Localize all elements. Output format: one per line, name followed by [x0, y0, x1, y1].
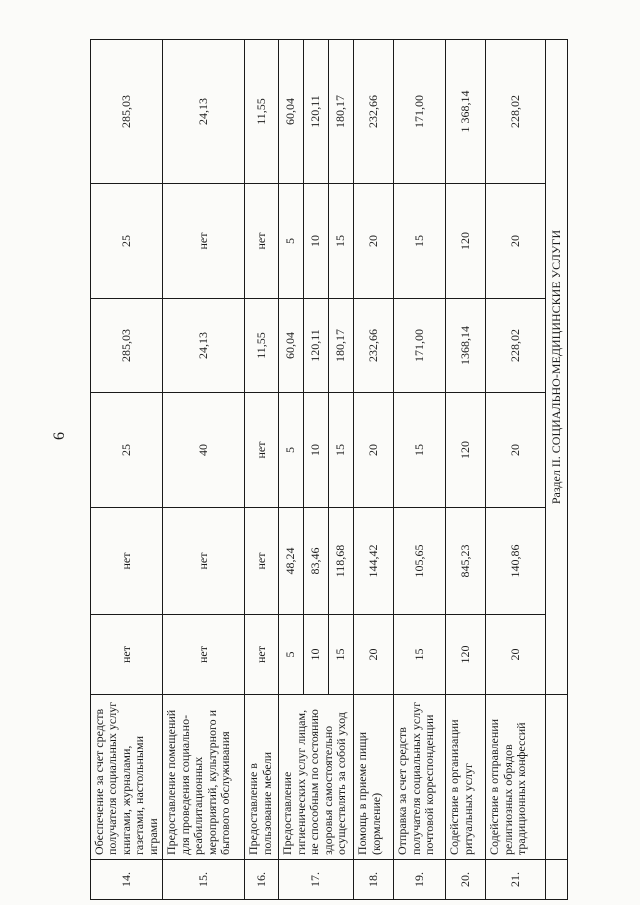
service-name: Обеспечение за счет средств получателя социальных услуг книгами, журналами, газетами, настольными играми [91, 695, 163, 860]
row-number: 16. [245, 860, 279, 900]
table-row [446, 40, 486, 900]
cell-c2: 140,86 [486, 508, 546, 615]
cell-c1: 5 [279, 615, 304, 695]
cell-c6: 120,11 [304, 40, 329, 184]
service-name: Помощь в приеме пищи (кормление) [354, 695, 394, 860]
cell-c4: 228,02 [486, 299, 546, 393]
cell-c2: нет [245, 508, 279, 615]
cell-c1: 120 [446, 615, 486, 695]
cell-c5: нет [163, 184, 245, 299]
cell-c4: 120,11 [304, 299, 329, 393]
service-name: Отправка за счет средств получателя социальных услуг почтовой корреспонденции [394, 695, 446, 860]
cell-c3: 20 [354, 393, 394, 508]
cell-c6: 171,00 [394, 40, 446, 184]
cell-c2: 105,65 [394, 508, 446, 615]
cell-c1: 20 [354, 615, 394, 695]
row-number: 19. [394, 860, 446, 900]
cell-c3: 25 [91, 393, 163, 508]
cell-c6: 24,13 [163, 40, 245, 184]
cell-c6: 285,03 [91, 40, 163, 184]
table-row [486, 40, 546, 900]
cell-c1: 20 [486, 615, 546, 695]
cell-c5: 25 [91, 184, 163, 299]
row-number: 17. [279, 860, 354, 900]
empty-cell [546, 860, 568, 900]
service-name: Содействие в организации ритуальных услуг [446, 695, 486, 860]
cell-c6: 180,17 [329, 40, 354, 184]
cell-c6: 60,04 [279, 40, 304, 184]
cell-c4: 285,03 [91, 299, 163, 393]
table-row [91, 40, 163, 900]
cell-c2: 118,68 [329, 508, 354, 615]
cell-c1: 10 [304, 615, 329, 695]
cell-c3: 15 [329, 393, 354, 508]
cell-c4: 232,66 [354, 299, 394, 393]
cell-c4: 180,17 [329, 299, 354, 393]
cell-c5: 15 [394, 184, 446, 299]
cell-c5: 20 [486, 184, 546, 299]
cell-c1: 15 [329, 615, 354, 695]
cell-c4: 24,13 [163, 299, 245, 393]
table-row [245, 40, 279, 900]
cell-c3: 20 [486, 393, 546, 508]
cell-c4: 1368,14 [446, 299, 486, 393]
cell-c5: 20 [354, 184, 394, 299]
section-row [546, 40, 568, 900]
cell-c6: 228,02 [486, 40, 546, 184]
service-name: Предоставление гигиенических услуг лицам, не способным по состоянию здоровья самостоятельно осуществлять за собой уход [279, 695, 354, 860]
cell-c2: нет [163, 508, 245, 615]
table-row [279, 40, 304, 900]
cell-c5: нет [245, 184, 279, 299]
cell-c2: 83,46 [304, 508, 329, 615]
cell-c5: 5 [279, 184, 304, 299]
empty-cell [546, 695, 568, 860]
cell-c2: нет [91, 508, 163, 615]
row-number: 20. [446, 860, 486, 900]
cell-c3: 10 [304, 393, 329, 508]
section-title: Раздел II. СОЦИАЛЬНО-МЕДИЦИНСКИЕ УСЛУГИ [546, 40, 568, 695]
row-number: 14. [91, 860, 163, 900]
cell-c5: 120 [446, 184, 486, 299]
services-table [90, 39, 568, 900]
row-number: 18. [354, 860, 394, 900]
cell-c1: 15 [394, 615, 446, 695]
cell-c3: 120 [446, 393, 486, 508]
cell-c1: нет [91, 615, 163, 695]
cell-c6: 11,55 [245, 40, 279, 184]
service-name: Предоставление помещений для проведения социально-реабилитационных мероприятий, культурного и бытового обслуживания [163, 695, 245, 860]
cell-c6: 232,66 [354, 40, 394, 184]
cell-c4: 11,55 [245, 299, 279, 393]
table-row [163, 40, 245, 900]
cell-c3: 15 [394, 393, 446, 508]
table-row [354, 40, 394, 900]
service-name: Предоставление в пользование мебели [245, 695, 279, 860]
cell-c3: 40 [163, 393, 245, 508]
rotated-table-wrapper [90, 40, 563, 900]
cell-c2: 144,42 [354, 508, 394, 615]
row-number: 15. [163, 860, 245, 900]
cell-c1: нет [163, 615, 245, 695]
cell-c1: нет [245, 615, 279, 695]
row-number: 21. [486, 860, 546, 900]
cell-c3: 5 [279, 393, 304, 508]
cell-c4: 60,04 [279, 299, 304, 393]
cell-c5: 10 [304, 184, 329, 299]
cell-c6: 1 368,14 [446, 40, 486, 184]
table-row [394, 40, 446, 900]
cell-c3: нет [245, 393, 279, 508]
page-number: 6 [51, 432, 68, 440]
cell-c2: 48,24 [279, 508, 304, 615]
cell-c4: 171,00 [394, 299, 446, 393]
cell-c5: 15 [329, 184, 354, 299]
service-name: Содействие в отправлении религиозных обрядов традиционных конфессий [486, 695, 546, 860]
cell-c2: 845,23 [446, 508, 486, 615]
